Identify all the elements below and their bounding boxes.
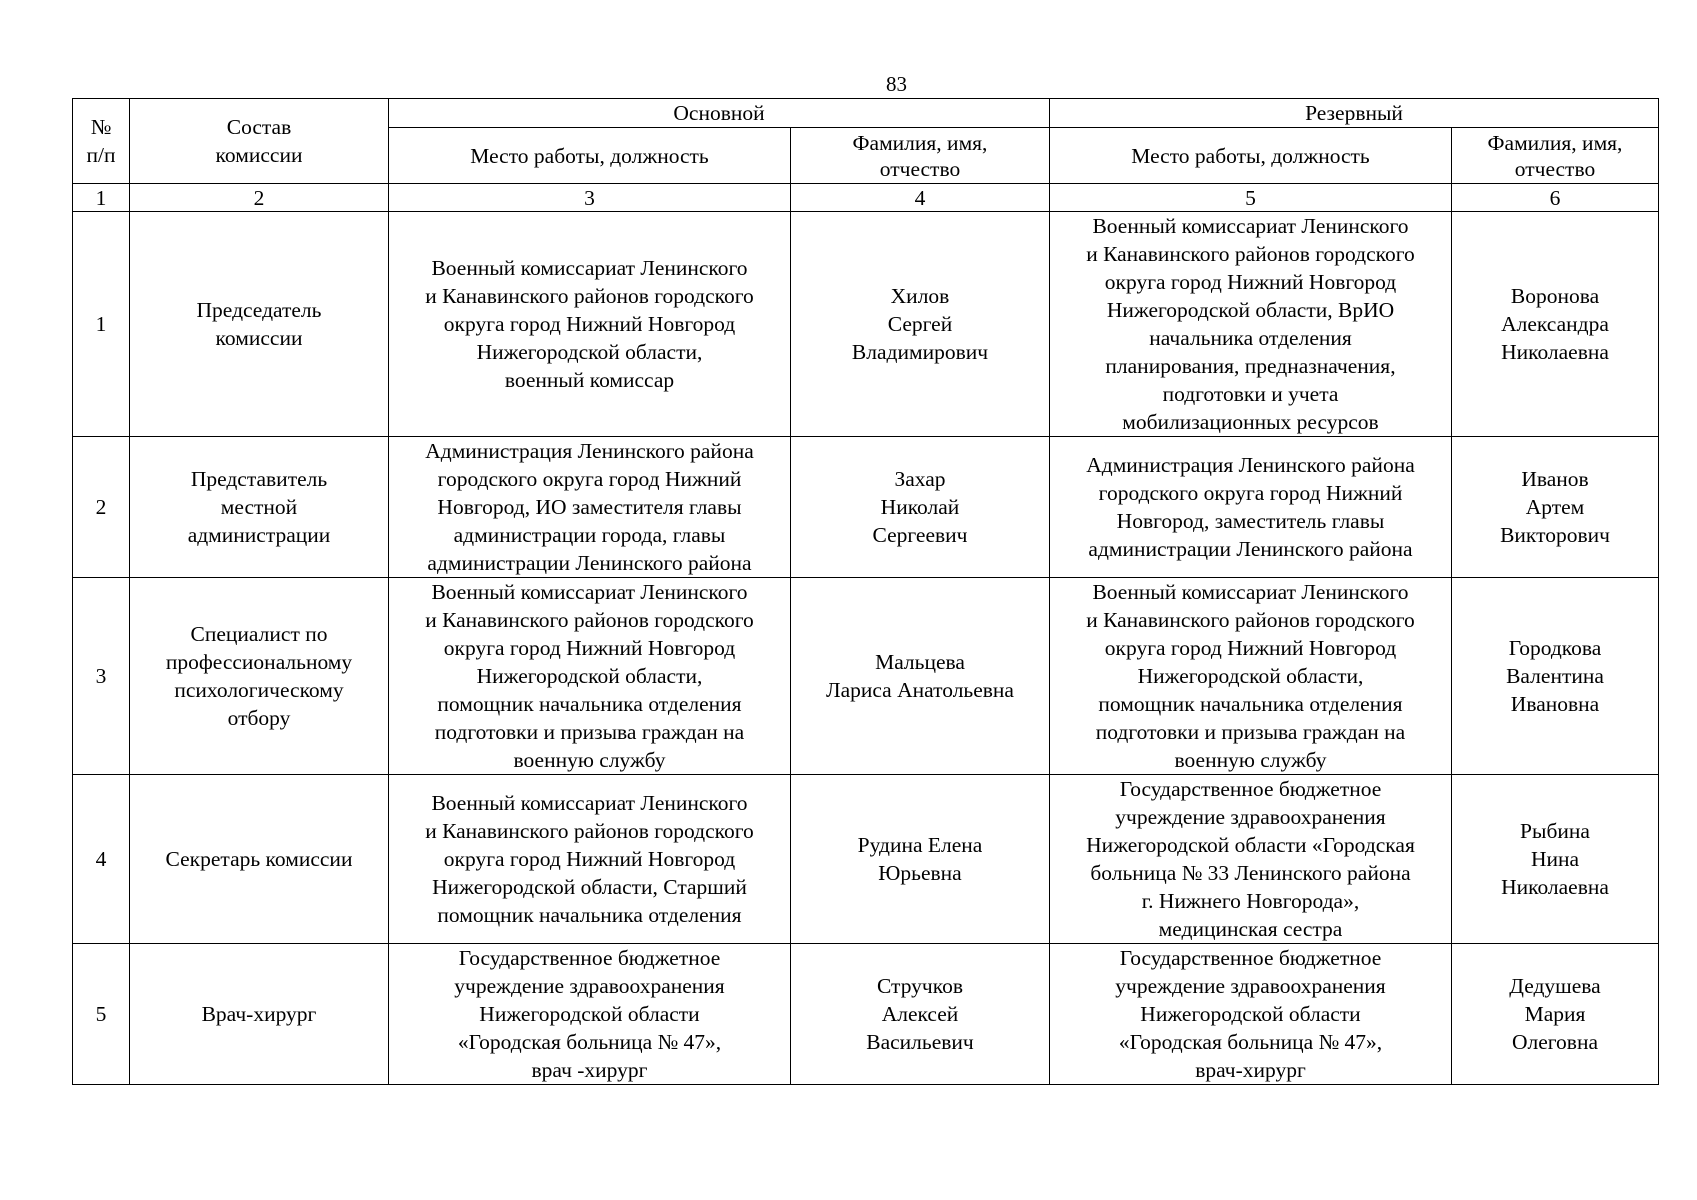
row-number: 5 (73, 944, 130, 1085)
commission-role: Врач-хирург (130, 944, 389, 1085)
column-number: 2 (130, 184, 389, 212)
main-workplace: Государственное бюджетное учреждение здравоохранения Нижегородской области «Городская больница № 47», врач -хирург (389, 944, 791, 1085)
main-fio: Захар Николай Сергеевич (791, 437, 1050, 578)
main-workplace: Военный комиссариат Ленинского и Канавинского районов городского округа город Нижний Новгород Нижегородской области, Старший помощник начальника отделения (389, 775, 791, 944)
reserve-workplace: Администрация Ленинского района городского округа город Нижний Новгород, заместитель главы администрации Ленинского района (1050, 437, 1452, 578)
main-workplace: Военный комиссариат Ленинского и Канавинского районов городского округа город Нижний Новгород Нижегородской области, помощник начальника отделения подготовки и призыва граждан на военную службу (389, 578, 791, 775)
reserve-fio: Дедушева Мария Олеговна (1452, 944, 1659, 1085)
reserve-workplace: Государственное бюджетное учреждение здравоохранения Нижегородской области «Городская больница № 33 Ленинского района г. Нижнего Новгорода», медицинская сестра (1050, 775, 1452, 944)
table-row (73, 775, 1659, 944)
header-main-workplace: Место работы, должность (389, 128, 791, 184)
header-composition: Состав комиссии (130, 99, 389, 184)
main-workplace: Военный комиссариат Ленинского и Канавинского районов городского округа город Нижний Новгород Нижегородской области, военный комиссар (389, 212, 791, 437)
row-number: 2 (73, 437, 130, 578)
table-row (73, 212, 1659, 437)
row-number: 4 (73, 775, 130, 944)
main-fio: Стручков Алексей Васильевич (791, 944, 1050, 1085)
header-main: Основной (389, 99, 1050, 128)
header-reserve: Резервный (1050, 99, 1659, 128)
column-number: 3 (389, 184, 791, 212)
main-fio: Мальцева Лариса Анатольевна (791, 578, 1050, 775)
column-number: 5 (1050, 184, 1452, 212)
page-number: 83 (886, 72, 907, 96)
main-fio: Хилов Сергей Владимирович (791, 212, 1050, 437)
row-number: 3 (73, 578, 130, 775)
header-reserve-workplace: Место работы, должность (1050, 128, 1452, 184)
reserve-workplace: Военный комиссариат Ленинского и Канавинского районов городского округа город Нижний Новгород Нижегородской области, помощник начальника отделения подготовки и призыва граждан на военную службу (1050, 578, 1452, 775)
header-main-fio: Фамилия, имя, отчество (791, 128, 1050, 184)
reserve-fio: Иванов Артем Викторович (1452, 437, 1659, 578)
column-number: 6 (1452, 184, 1659, 212)
main-fio: Рудина Елена Юрьевна (791, 775, 1050, 944)
main-workplace: Администрация Ленинского района городского округа город Нижний Новгород, ИО заместителя главы администрации города, главы администрации Ленинского района (389, 437, 791, 578)
table-row (73, 944, 1659, 1085)
commission-table (72, 98, 1659, 1085)
table-row (73, 437, 1659, 578)
reserve-fio: Рыбина Нина Николаевна (1452, 775, 1659, 944)
column-number-row (73, 184, 1659, 212)
commission-role: Представитель местной администрации (130, 437, 389, 578)
column-number: 1 (73, 184, 130, 212)
commission-role: Секретарь комиссии (130, 775, 389, 944)
row-number: 1 (73, 212, 130, 437)
reserve-fio: Воронова Александра Николаевна (1452, 212, 1659, 437)
commission-role: Председатель комиссии (130, 212, 389, 437)
table-row (73, 578, 1659, 775)
header-reserve-fio: Фамилия, имя, отчество (1452, 128, 1659, 184)
reserve-fio: Городкова Валентина Ивановна (1452, 578, 1659, 775)
column-number: 4 (791, 184, 1050, 212)
header-num: № п/п (73, 99, 130, 184)
reserve-workplace: Военный комиссариат Ленинского и Канавинского районов городского округа город Нижний Новгород Нижегородской области, ВрИО начальника отделения планирования, предназначения, подготовки и учета мобилизационных ресурсов (1050, 212, 1452, 437)
reserve-workplace: Государственное бюджетное учреждение здравоохранения Нижегородской области «Городская больница № 47», врач-хирург (1050, 944, 1452, 1085)
commission-role: Специалист по профессиональному психологическому отбору (130, 578, 389, 775)
header-row-1 (73, 99, 1659, 128)
